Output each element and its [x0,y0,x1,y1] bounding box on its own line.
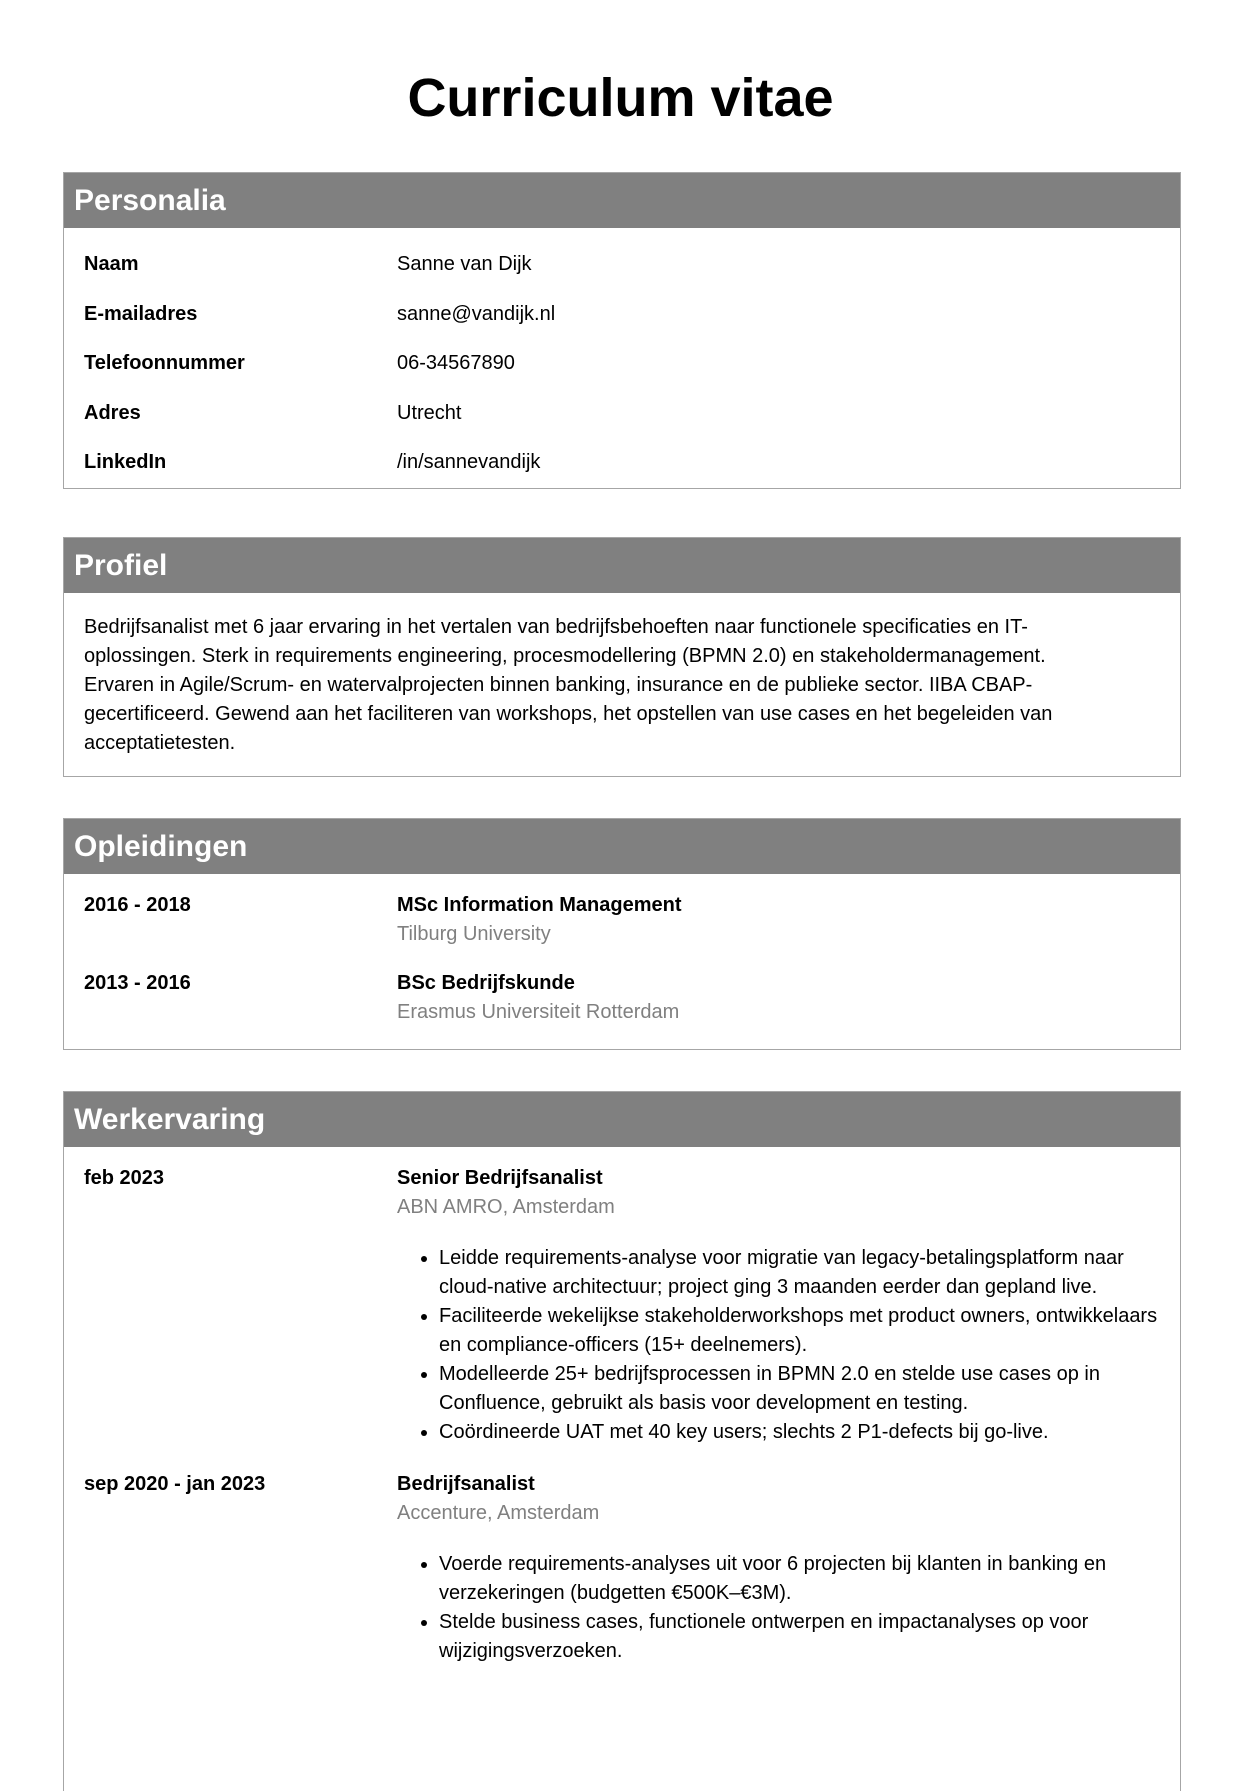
work-company: ABN AMRO, Amsterdam [397,1196,615,1218]
personal-row-linkedin [64,438,1180,488]
work-bullet: • Voerde requirements-analyses uit voor 6 projecten bij klanten in banking en verzekeringen (budgetten €500K–€3M). [439,1550,1160,1608]
profiel-section [63,537,1181,777]
education-period: 2013 - 2016 [84,972,191,994]
work-period: sep 2020 - jan 2023 [84,1473,266,1495]
werkervaring-section [63,1091,1181,1791]
email-value: sanne@vandijk.nl [397,302,556,325]
profile-text: Bedrijfsanalist met 6 jaar ervaring in het vertalen van bedrijfsbehoeften naar functionele specificaties en IT-oplossingen. Sterk in requirements engineering, procesmodellering (BPMN 2.0) en stakeholdermanagement. Ervaren in Agile/Scrum- en watervalprojecten binnen banking, insurance en de publieke sector. IIBA CBAP-gecertificeerd. Gewend aan het faciliteren van workshops, het opstellen van use cases en het begeleiden van acceptatietesten. [84,616,1053,754]
linkedin-label: LinkedIn [84,451,167,474]
profiel-heading: Profiel [64,538,1180,593]
personal-row-phone [64,339,1180,389]
werkervaring-heading: Werkervaring [64,1092,1180,1147]
education-title: BSc Bedrijfskunde [397,972,575,994]
education-entry [64,969,1180,1029]
work-bullets [397,1244,1160,1447]
page-title: Curriculum vitae [407,68,834,128]
work-bullet: • Coördineerde UAT met 40 key users; slechts 2 P1-defects bij go-live. [439,1418,1160,1447]
work-bullet: • Faciliteerde wekelijkse stakeholderworkshops met product owners, ontwikkelaars en compliance-officers (15+ deelnemers). [439,1302,1160,1360]
education-entry [64,891,1180,969]
work-bullet: • Stelde business cases, functionele ontwerpen en impactanalyses op voor wijzigingsverzoeken. [439,1608,1160,1666]
opleidingen-section [63,818,1181,1050]
work-bullets [397,1550,1160,1666]
personal-row-address [64,389,1180,439]
name-label: Naam [84,253,139,275]
phone-value: 06-34567890 [397,352,515,375]
education-period: 2016 - 2018 [84,894,191,916]
personalia-heading: Personalia [64,173,1180,228]
phone-label: Telefoonnummer [84,352,245,375]
work-title: Senior Bedrijfsanalist [397,1167,603,1189]
work-company: Accenture, Amsterdam [397,1502,600,1524]
personal-row-name [64,240,1180,290]
personal-row-email [64,290,1180,340]
address-label: Adres [84,401,141,424]
work-bullet: • Modelleerde 25+ bedrijfsprocessen in BPMN 2.0 en stelde use cases op in Confluence, gebruikt als basis voor development en testing. [439,1360,1160,1418]
education-institution: Erasmus Universiteit Rotterdam [397,1001,680,1023]
work-bullet: • Leidde requirements-analyse voor migratie van legacy-betalingsplatform naar cloud-native architectuur; project ging 3 maanden eerder dan gepland live. [439,1244,1160,1302]
education-title: MSc Information Management [397,894,682,916]
address-value: Utrecht [397,401,462,424]
name-value: Sanne van Dijk [397,253,532,275]
opleidingen-heading: Opleidingen [64,819,1180,874]
personalia-section [63,172,1181,489]
work-entry [64,1164,1180,1470]
email-label: E-mailadres [84,302,198,325]
education-institution: Tilburg University [397,923,551,945]
work-title: Bedrijfsanalist [397,1473,535,1495]
work-entry [64,1470,1180,1670]
linkedin-value: /in/sannevandijk [397,451,541,474]
work-period: feb 2023 [84,1167,165,1189]
